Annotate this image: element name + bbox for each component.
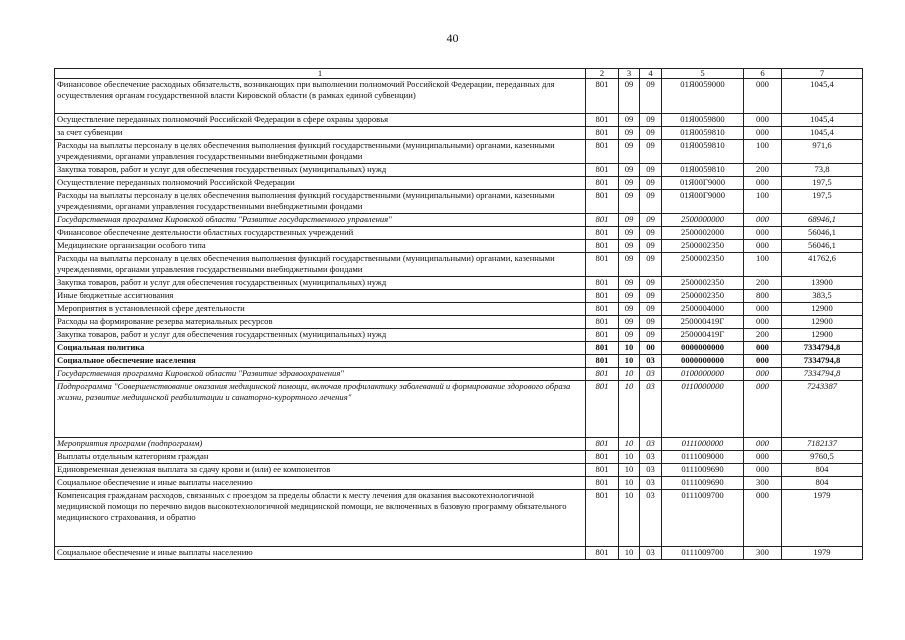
ministry-code-cell: 801	[586, 127, 619, 140]
ministry-code-cell: 801	[586, 381, 619, 438]
column-header: 2	[586, 69, 619, 79]
column-header: 4	[640, 69, 662, 79]
expense-type-cell: 200	[744, 164, 782, 177]
subsection-code-cell: 09	[640, 227, 662, 240]
column-header: 3	[619, 69, 640, 79]
subsection-code-cell: 03	[640, 477, 662, 490]
table-row	[55, 253, 863, 277]
ministry-code-cell: 801	[586, 303, 619, 316]
subsection-code-cell: 00	[640, 342, 662, 355]
amount-cell: 971,6	[782, 140, 863, 164]
subsection-code-cell: 09	[640, 114, 662, 127]
amount-cell: 1979	[782, 490, 863, 547]
amount-cell: 7182137	[782, 438, 863, 451]
amount-cell: 12900	[782, 303, 863, 316]
row-name-cell: Закупка товаров, работ и услуг для обеспечения государственных (муниципальных) нужд	[55, 329, 586, 342]
section-code-cell: 09	[619, 290, 640, 303]
target-article-cell: 0111009700	[662, 490, 744, 547]
expense-type-cell: 000	[744, 342, 782, 355]
ministry-code-cell: 801	[586, 316, 619, 329]
row-name-cell: Осуществление переданных полномочий Российской Федерации	[55, 177, 586, 190]
table-row	[55, 114, 863, 127]
section-code-cell: 10	[619, 368, 640, 381]
amount-cell: 73,8	[782, 164, 863, 177]
subsection-code-cell: 09	[640, 316, 662, 329]
amount-cell: 197,5	[782, 177, 863, 190]
amount-cell: 804	[782, 464, 863, 477]
row-name-cell: Закупка товаров, работ и услуг для обеспечения государственных (муниципальных) нужд	[55, 277, 586, 290]
table-row	[55, 547, 863, 560]
amount-cell: 68946,1	[782, 214, 863, 227]
column-header: 5	[662, 69, 744, 79]
amount-cell: 56046,1	[782, 227, 863, 240]
row-name-cell: Социальное обеспечение населения	[55, 355, 586, 368]
target-article-cell: 0111009690	[662, 477, 744, 490]
section-code-cell: 09	[619, 227, 640, 240]
expense-type-cell: 000	[744, 490, 782, 547]
table-row	[55, 451, 863, 464]
section-code-cell: 09	[619, 277, 640, 290]
target-article-cell: 2500002350	[662, 290, 744, 303]
column-header: 6	[744, 69, 782, 79]
subsection-code-cell: 03	[640, 381, 662, 438]
amount-cell: 7334794,8	[782, 368, 863, 381]
ministry-code-cell: 801	[586, 79, 619, 114]
table-row	[55, 240, 863, 253]
ministry-code-cell: 801	[586, 547, 619, 560]
subsection-code-cell: 09	[640, 164, 662, 177]
target-article-cell: 0110000000	[662, 381, 744, 438]
row-name-cell: Социальное обеспечение и иные выплаты населению	[55, 547, 586, 560]
expense-type-cell: 000	[744, 114, 782, 127]
target-article-cell: 0111009000	[662, 451, 744, 464]
expense-type-cell: 000	[744, 177, 782, 190]
target-article-cell: 01Я0059000	[662, 79, 744, 114]
target-article-cell: 2500002350	[662, 277, 744, 290]
row-name-cell: Закупка товаров, работ и услуг для обеспечения государственных (муниципальных) нужд	[55, 164, 586, 177]
ministry-code-cell: 801	[586, 164, 619, 177]
subsection-code-cell: 03	[640, 451, 662, 464]
expense-type-cell: 300	[744, 477, 782, 490]
section-code-cell: 09	[619, 214, 640, 227]
subsection-code-cell: 09	[640, 127, 662, 140]
expense-type-cell: 800	[744, 290, 782, 303]
table-row	[55, 355, 863, 368]
table-row	[55, 177, 863, 190]
ministry-code-cell: 801	[586, 329, 619, 342]
expense-type-cell: 000	[744, 127, 782, 140]
subsection-code-cell: 09	[640, 240, 662, 253]
ministry-code-cell: 801	[586, 290, 619, 303]
subsection-code-cell: 09	[640, 290, 662, 303]
ministry-code-cell: 801	[586, 355, 619, 368]
amount-cell: 12900	[782, 329, 863, 342]
subsection-code-cell: 09	[640, 190, 662, 214]
target-article-cell: 01Я0059800	[662, 114, 744, 127]
subsection-code-cell: 03	[640, 368, 662, 381]
subsection-code-cell: 09	[640, 214, 662, 227]
subsection-code-cell: 09	[640, 277, 662, 290]
expense-type-cell: 000	[744, 368, 782, 381]
row-name-cell: Расходы на формирование резерва материальных ресурсов	[55, 316, 586, 329]
subsection-code-cell: 09	[640, 253, 662, 277]
expense-type-cell: 100	[744, 190, 782, 214]
section-code-cell: 09	[619, 329, 640, 342]
row-name-cell: Мероприятия программ (подпрограмм)	[55, 438, 586, 451]
target-article-cell: 0000000000	[662, 342, 744, 355]
ministry-code-cell: 801	[586, 342, 619, 355]
ministry-code-cell: 801	[586, 177, 619, 190]
table-row	[55, 79, 863, 114]
table-row	[55, 140, 863, 164]
amount-cell: 197,5	[782, 190, 863, 214]
table-row	[55, 290, 863, 303]
amount-cell: 1979	[782, 547, 863, 560]
row-name-cell: Расходы на выплаты персоналу в целях обеспечения выполнения функций государственными (муниципальными) органами, казенными учреждениями, органами управления государственными внебюджетными фондами	[55, 190, 586, 214]
section-code-cell: 09	[619, 316, 640, 329]
column-header: 7	[782, 69, 863, 79]
expense-type-cell: 000	[744, 316, 782, 329]
ministry-code-cell: 801	[586, 253, 619, 277]
table-row	[55, 127, 863, 140]
section-code-cell: 09	[619, 164, 640, 177]
ministry-code-cell: 801	[586, 438, 619, 451]
table-row	[55, 329, 863, 342]
expense-type-cell: 000	[744, 381, 782, 438]
table-body	[55, 79, 863, 560]
target-article-cell: 250000419Г	[662, 316, 744, 329]
row-name-cell: Расходы на выплаты персоналу в целях обеспечения выполнения функций государственными (муниципальными) органами, казенными учреждениями, органами управления государственными внебюджетными фондами	[55, 140, 586, 164]
target-article-cell: 0000000000	[662, 355, 744, 368]
table-row	[55, 464, 863, 477]
section-code-cell: 09	[619, 114, 640, 127]
expense-type-cell: 200	[744, 329, 782, 342]
expense-type-cell: 000	[744, 79, 782, 114]
section-code-cell: 10	[619, 438, 640, 451]
amount-cell: 383,5	[782, 290, 863, 303]
target-article-cell: 0111000000	[662, 438, 744, 451]
target-article-cell: 01Я00Г9000	[662, 177, 744, 190]
amount-cell: 1045,4	[782, 79, 863, 114]
amount-cell: 1045,4	[782, 114, 863, 127]
section-code-cell: 10	[619, 451, 640, 464]
target-article-cell: 2500000000	[662, 214, 744, 227]
amount-cell: 12900	[782, 316, 863, 329]
expense-type-cell: 000	[744, 303, 782, 316]
table-row	[55, 316, 863, 329]
section-code-cell: 09	[619, 177, 640, 190]
ministry-code-cell: 801	[586, 464, 619, 477]
table-row	[55, 227, 863, 240]
page-number: 40	[446, 31, 459, 45]
row-name-cell: Единовременная денежная выплата за сдачу крови и (или) ее компонентов	[55, 464, 586, 477]
expense-type-cell: 000	[744, 214, 782, 227]
section-code-cell: 09	[619, 303, 640, 316]
target-article-cell: 2500004000	[662, 303, 744, 316]
target-article-cell: 2500002000	[662, 227, 744, 240]
amount-cell: 7334794,8	[782, 355, 863, 368]
row-name-cell: Подпрограмма "Совершенствование оказания медицинской помощи, включая профилактику заболеваний и формирование здорового образа жизни, развитие медицинской реабилитации и санаторно-курортного лечения"	[55, 381, 586, 438]
section-code-cell: 10	[619, 355, 640, 368]
row-name-cell: Государственная программа Кировской области "Развитие здравоохранения"	[55, 368, 586, 381]
section-code-cell: 09	[619, 127, 640, 140]
row-name-cell: Социальная политика	[55, 342, 586, 355]
row-name-cell: Финансовое обеспечение деятельности областных государственных учреждений	[55, 227, 586, 240]
row-name-cell: Осуществление переданных полномочий Российской Федерации в сфере охраны здоровья	[55, 114, 586, 127]
section-code-cell: 10	[619, 547, 640, 560]
section-code-cell: 09	[619, 240, 640, 253]
subsection-code-cell: 09	[640, 303, 662, 316]
ministry-code-cell: 801	[586, 214, 619, 227]
target-article-cell: 01Я0059810	[662, 140, 744, 164]
expense-type-cell: 000	[744, 438, 782, 451]
section-code-cell: 09	[619, 253, 640, 277]
table-row	[55, 368, 863, 381]
amount-cell: 7243387	[782, 381, 863, 438]
section-code-cell: 09	[619, 140, 640, 164]
target-article-cell: 2500002350	[662, 240, 744, 253]
row-name-cell: за счет субвенции	[55, 127, 586, 140]
table-row	[55, 164, 863, 177]
amount-cell: 804	[782, 477, 863, 490]
section-code-cell: 10	[619, 381, 640, 438]
expense-type-cell: 200	[744, 277, 782, 290]
row-name-cell: Расходы на выплаты персоналу в целях обеспечения выполнения функций государственными (муниципальными) органами, казенными учреждениями, органами управления государственными внебюджетными фондами	[55, 253, 586, 277]
target-article-cell: 2500002350	[662, 253, 744, 277]
amount-cell: 7334794,8	[782, 342, 863, 355]
target-article-cell: 0100000000	[662, 368, 744, 381]
row-name-cell: Мероприятия в установленной сфере деятельности	[55, 303, 586, 316]
subsection-code-cell: 03	[640, 547, 662, 560]
expense-type-cell: 100	[744, 253, 782, 277]
row-name-cell: Компенсация гражданам расходов, связанных с проездом за пределы области к месту лечения для оказания высокотехнологичной медицинской помощи по перечню видов высокотехнологичной медицинской помощи, не включенных в базовую программу обязательного медицинского страхования, и обратно	[55, 490, 586, 547]
section-code-cell: 09	[619, 79, 640, 114]
row-name-cell: Выплаты отдельным категориям граждан	[55, 451, 586, 464]
table-row	[55, 190, 863, 214]
expense-type-cell: 000	[744, 451, 782, 464]
amount-cell: 13900	[782, 277, 863, 290]
section-code-cell: 10	[619, 464, 640, 477]
amount-cell: 41762,6	[782, 253, 863, 277]
subsection-code-cell: 03	[640, 490, 662, 547]
amount-cell: 56046,1	[782, 240, 863, 253]
target-article-cell: 0111009700	[662, 547, 744, 560]
subsection-code-cell: 09	[640, 329, 662, 342]
subsection-code-cell: 09	[640, 140, 662, 164]
section-code-cell: 10	[619, 490, 640, 547]
ministry-code-cell: 801	[586, 477, 619, 490]
section-code-cell: 09	[619, 190, 640, 214]
amount-cell: 9760,5	[782, 451, 863, 464]
expense-type-cell: 000	[744, 227, 782, 240]
ministry-code-cell: 801	[586, 368, 619, 381]
subsection-code-cell: 09	[640, 79, 662, 114]
table-row	[55, 490, 863, 547]
ministry-code-cell: 801	[586, 490, 619, 547]
budget-table	[54, 68, 863, 560]
ministry-code-cell: 801	[586, 240, 619, 253]
table-row	[55, 381, 863, 438]
subsection-code-cell: 03	[640, 438, 662, 451]
subsection-code-cell: 03	[640, 355, 662, 368]
ministry-code-cell: 801	[586, 114, 619, 127]
amount-cell: 1045,4	[782, 127, 863, 140]
table-row	[55, 477, 863, 490]
row-name-cell: Медицинские организации особого типа	[55, 240, 586, 253]
target-article-cell: 250000419Г	[662, 329, 744, 342]
expense-type-cell: 000	[744, 464, 782, 477]
column-header: 1	[55, 69, 586, 79]
row-name-cell: Финансовое обеспечение расходных обязательств, возникающих при выполнении полномочий Российской Федерации, переданных для осуществления органам государственной власти Кировской области (в рамках единой субвенции)	[55, 79, 586, 114]
table-row	[55, 438, 863, 451]
ministry-code-cell: 801	[586, 140, 619, 164]
expense-type-cell: 100	[744, 140, 782, 164]
ministry-code-cell: 801	[586, 451, 619, 464]
target-article-cell: 01Я00Г9000	[662, 190, 744, 214]
expense-type-cell: 300	[744, 547, 782, 560]
ministry-code-cell: 801	[586, 227, 619, 240]
section-code-cell: 10	[619, 477, 640, 490]
expense-type-cell: 000	[744, 240, 782, 253]
target-article-cell: 0111009690	[662, 464, 744, 477]
section-code-cell: 10	[619, 342, 640, 355]
ministry-code-cell: 801	[586, 190, 619, 214]
table-row	[55, 214, 863, 227]
target-article-cell: 01Я0059810	[662, 127, 744, 140]
subsection-code-cell: 09	[640, 177, 662, 190]
table-row	[55, 277, 863, 290]
subsection-code-cell: 03	[640, 464, 662, 477]
ministry-code-cell: 801	[586, 277, 619, 290]
target-article-cell: 01Я0059810	[662, 164, 744, 177]
header-row	[55, 69, 863, 79]
row-name-cell: Иные бюджетные ассигнования	[55, 290, 586, 303]
table-row	[55, 303, 863, 316]
row-name-cell: Социальное обеспечение и иные выплаты населению	[55, 477, 586, 490]
table-row	[55, 342, 863, 355]
expense-type-cell: 000	[744, 355, 782, 368]
row-name-cell: Государственная программа Кировской области "Развитие государственного управления"	[55, 214, 586, 227]
